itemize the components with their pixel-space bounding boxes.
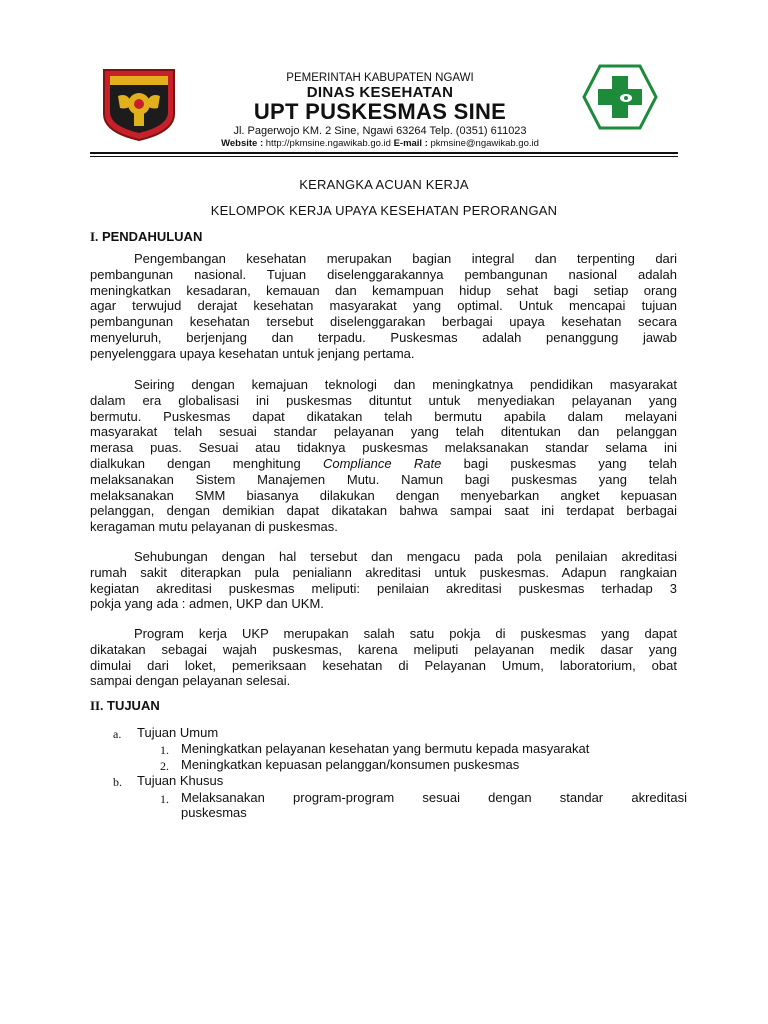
website-label: Website : xyxy=(221,138,264,149)
paragraph-line: Sehubungan dengan hal tersebut dan mengacu pada pola penilaian akreditasi xyxy=(134,549,677,564)
line-segment: bagi puskesmas yang telah xyxy=(463,455,678,471)
general-objective-label: Tujuan Umum xyxy=(137,725,219,740)
letterhead-divider-thick xyxy=(90,152,678,154)
paragraph-3 xyxy=(90,549,677,612)
list-marker-a: a. xyxy=(113,727,122,741)
puskesmas-green-cross-logo-icon xyxy=(582,64,658,130)
general-objective-item: Meningkatkan kepuasan pelanggan/konsumen puskesmas xyxy=(181,757,520,772)
paragraph-line: kegiatan akreditasi puskesmas meliputi: penilaian akreditasi puskesmas terhadap 3 xyxy=(90,580,677,596)
paragraph-line: bermutu. Puskesmas dapat dikatakan telah bermutu apabila dalam melayani xyxy=(90,408,677,424)
specific-objective-item-line: Melaksanakan program-program sesuai dengan standar akreditasi xyxy=(181,790,687,805)
compliance-rate-term: Compliance Rate xyxy=(322,455,442,471)
specific-objective-item-line: puskesmas xyxy=(181,805,247,820)
paragraph-line: melaksanakan Sistem Manajemen Mutu. Namun bagi puskesmas yang telah xyxy=(90,471,677,487)
paragraph-line: sampai dengan pelayanan selesai. xyxy=(90,673,291,689)
email-label: E-mail : xyxy=(393,138,428,149)
paragraph-line: dikatakan sebagai wajah puskesmas, karena meliputi pelayanan medik dasar yang xyxy=(90,641,677,657)
list-number: 1. xyxy=(160,743,169,757)
paragraph-line: Pengembangan kesehatan merupakan bagian integral dan terpenting dari xyxy=(134,251,677,266)
section-heading-pendahuluan xyxy=(90,229,202,245)
paragraph-line: pembangunan nasional. Tujuan diselenggarakannya pembangunan nasional adalah xyxy=(90,266,677,282)
paragraph-line: rumah sakit diterapkan pula penialiann akreditasi untuk puskesmas. Adapun rangkaian xyxy=(90,564,677,580)
line-segment: dialkukan dengan menghitung xyxy=(90,455,301,471)
unit-name: UPT PUSKESMAS SINE xyxy=(253,99,507,124)
letterhead-contact xyxy=(190,138,570,149)
email-link[interactable]: pkmsine@ngawikab.go.id xyxy=(430,138,539,149)
list-marker-b: b. xyxy=(113,775,122,789)
paragraph-2 xyxy=(90,377,677,535)
section-heading-tujuan xyxy=(90,698,160,714)
paragraph-line: masyarakat telah sesuai standar pelayanan yang telah ditentukan dan pelanggan xyxy=(90,424,677,440)
section-title: PENDAHULUAN xyxy=(101,229,203,244)
website-link[interactable]: http://pkmsine.ngawikab.go.id xyxy=(265,138,391,149)
paragraph-line: penyelenggara upaya kesehatan untuk jenjang pertama. xyxy=(90,345,415,361)
document-subtitle: KELOMPOK KERJA UPAYA KESEHATAN PERORANGAN xyxy=(210,203,558,218)
paragraph-line: keragaman mutu pelayanan di puskesmas. xyxy=(90,519,338,535)
paragraph-line: pelanggan, dengan demikian dapat dikatakan bahwa sampai saat ini terdapat berbagai xyxy=(90,503,677,519)
government-name: PEMERINTAH KABUPATEN NGAWI xyxy=(286,72,474,84)
section-number: II. xyxy=(90,698,104,713)
paragraph-line: dimulai dari loket, pemeriksaan kesehatan di Pelayanan Umum, laboratorium, obat xyxy=(90,657,677,673)
paragraph-line: meningkatkan kesadaran, kemauan dan kemampuan hidup sehat bagi setiap orang xyxy=(90,282,677,298)
list-number: 2. xyxy=(160,759,169,773)
paragraph-line: Seiring dengan kemajuan teknologi dan meningkatnya pendidikan masyarakat xyxy=(134,377,677,392)
paragraph-1 xyxy=(90,251,677,362)
ngawi-regency-emblem-icon xyxy=(98,66,180,142)
paragraph-line: pembangunan kesehatan tersebut diselenggarakan berbagai upaya kesehatan secara xyxy=(90,314,677,330)
paragraph-line: dalam era globalisasi ini puskesmas dituntut untuk menyediakan pelayanan yang xyxy=(90,392,677,408)
paragraph-line: agar terwujud derajat kesehatan masyarakat yang optimal. Untuk mencapai tujuan xyxy=(90,298,677,314)
letterhead-address: Jl. Pagerwojo KM. 2 Sine, Ngawi 63264 Telp. (0351) 611023 xyxy=(233,125,527,137)
document-title: KERANGKA ACUAN KERJA xyxy=(299,177,469,192)
specific-objective-label: Tujuan Khusus xyxy=(137,773,224,788)
paragraph-line-with-italic-term xyxy=(90,456,677,472)
list-number: 1. xyxy=(160,792,169,806)
paragraph-line: melaksanakan SMM biasanya dilakukan dengan menyebarkan angket kepuasan xyxy=(90,487,677,503)
paragraph-line: pokja yang ada : admen, UKP dan UKM. xyxy=(90,596,324,612)
general-objective-item: Meningkatkan pelayanan kesehatan yang bermutu kepada masyarakat xyxy=(181,741,590,756)
letterhead-divider-thin xyxy=(90,156,678,157)
paragraph-line: merasa puas. Sesuai atau tidaknya puskesmas melaksanakan standar selama ini xyxy=(90,440,677,456)
paragraph-line: Program kerja UKP merupakan salah satu pokja di puskesmas yang dapat xyxy=(134,626,677,641)
paragraph-4 xyxy=(90,626,677,689)
department-name: DINAS KESEHATAN xyxy=(306,84,454,101)
section-title: TUJUAN xyxy=(107,698,160,713)
section-number: I. xyxy=(90,229,99,244)
paragraph-line: menyeluruh, berjenjang dan terpadu. Puskesmas adalah penanggung jawab xyxy=(90,329,677,345)
